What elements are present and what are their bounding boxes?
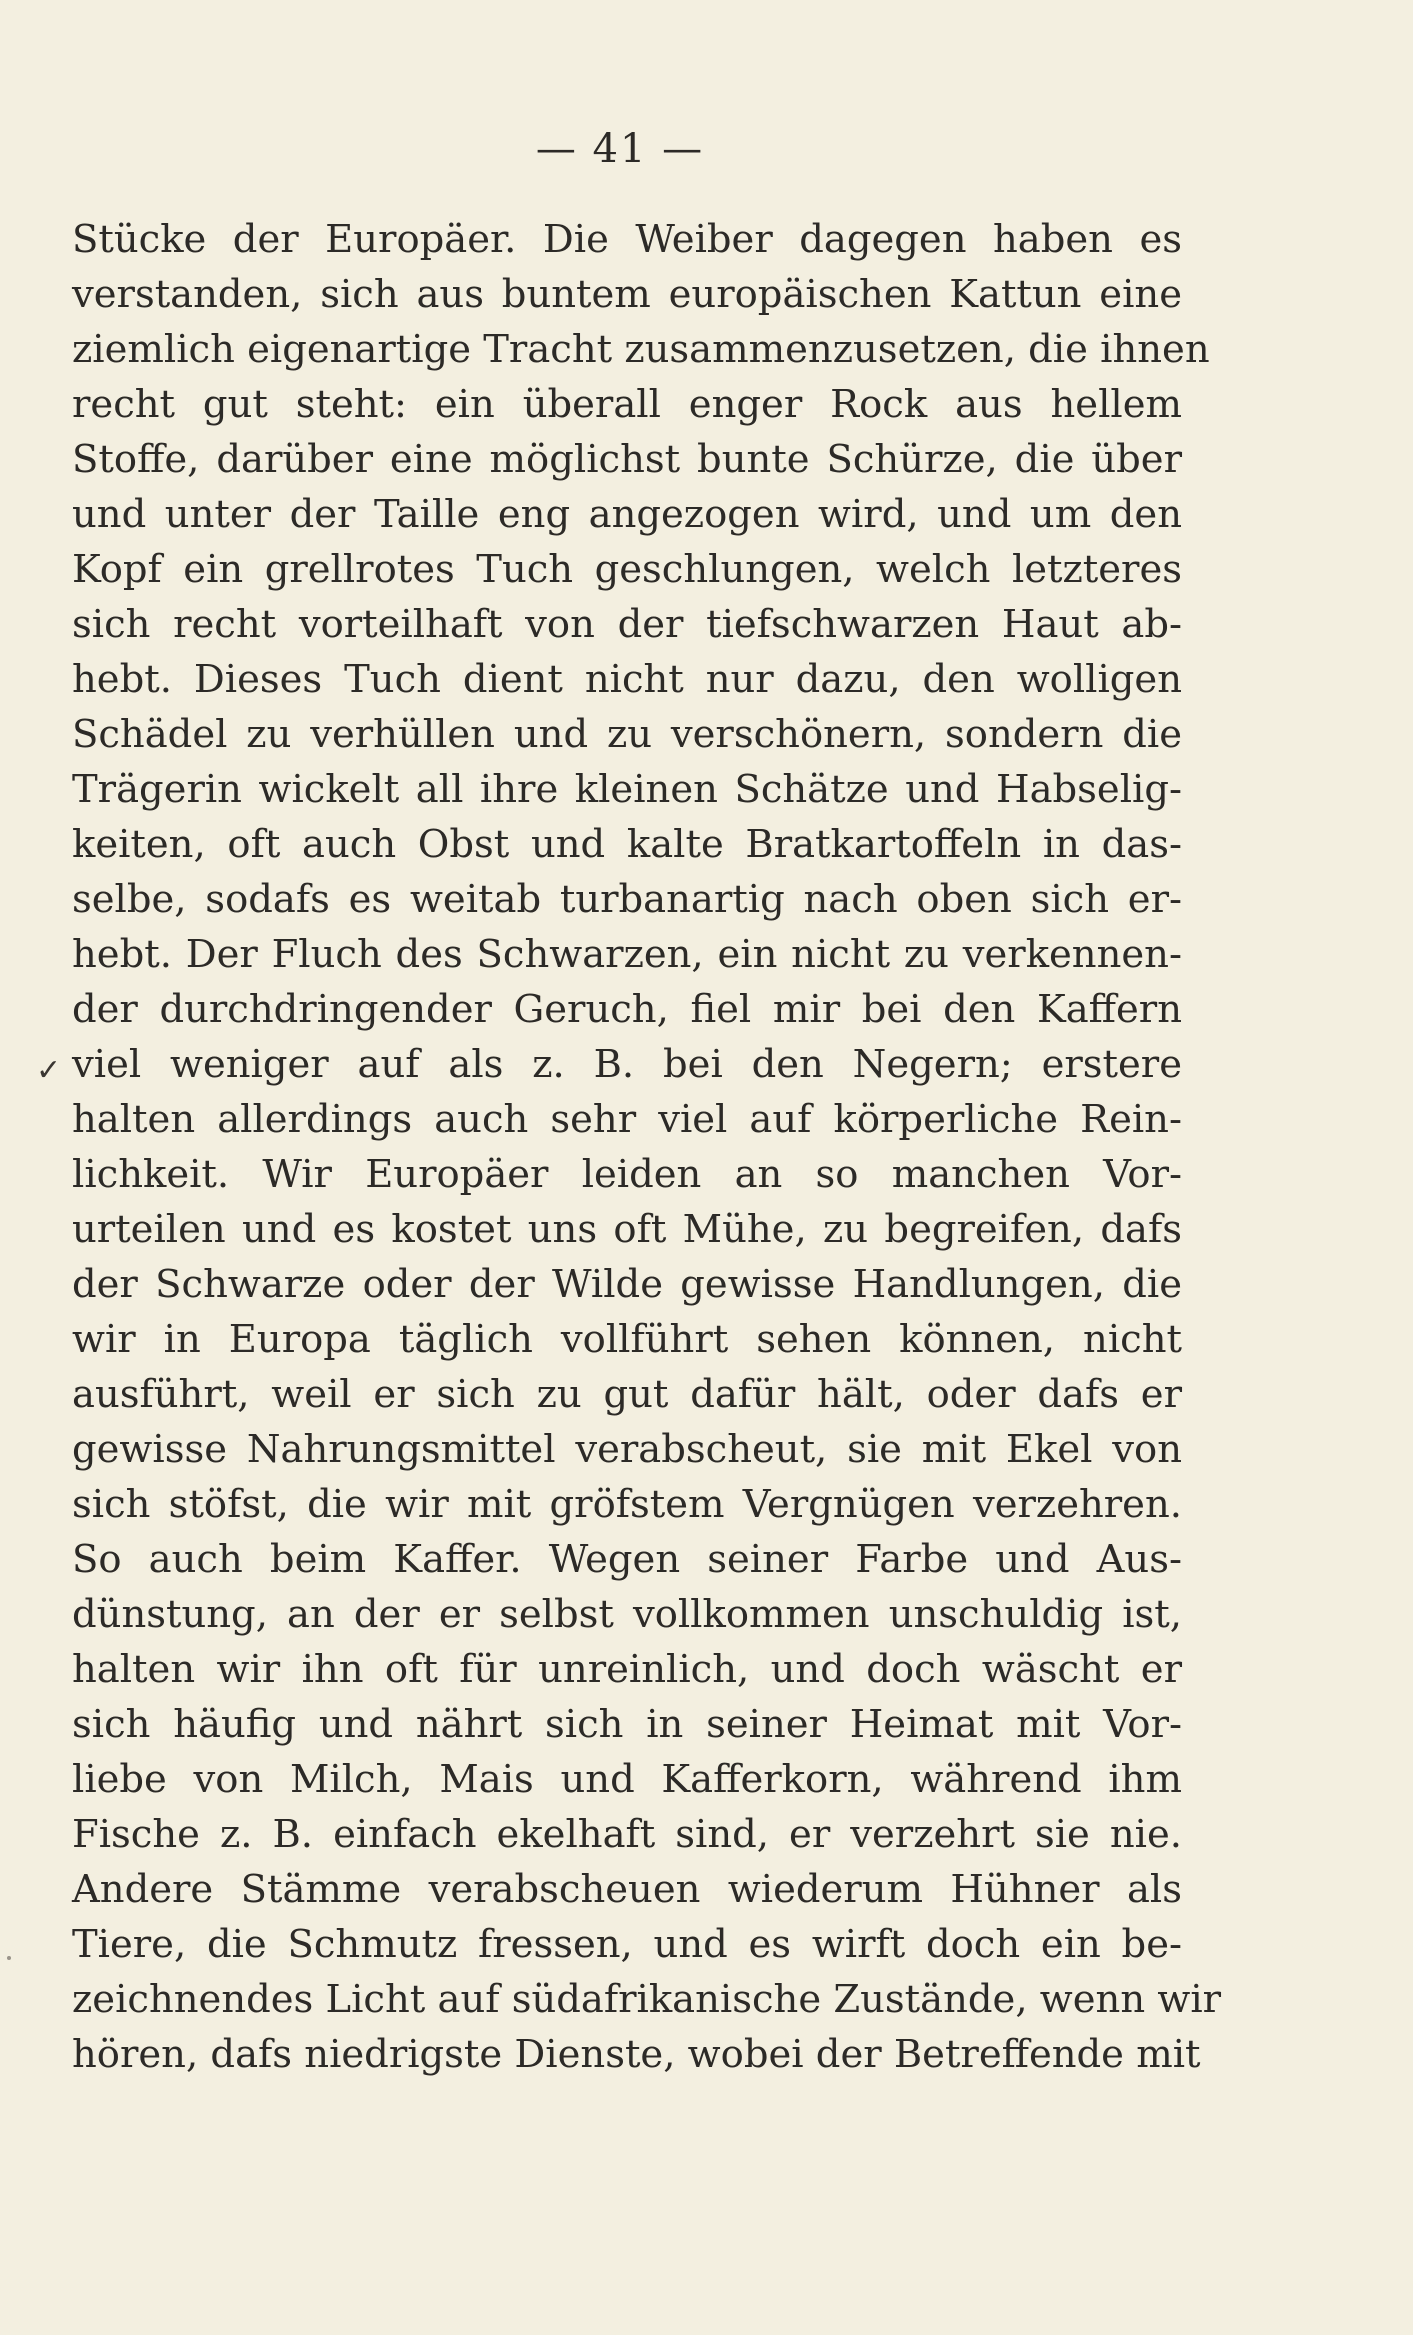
text-line: liebe von Milch, Mais und Kafferkorn, während ihm xyxy=(72,1757,1182,1802)
text-line: und unter der Taille eng angezogen wird, und um den xyxy=(72,492,1182,537)
text-line: selbe, sodafs es weitab turbanartig nach oben sich er- xyxy=(72,877,1182,922)
text-line: hören, dafs niedrigste Dienste, wobei der Betreffende mit xyxy=(72,2032,1201,2077)
text-line: Stoffe, darüber eine möglichst bunte Schürze, die über xyxy=(72,437,1182,482)
text-line: Fische z. B. einfach ekelhaft sind, er verzehrt sie nie. xyxy=(72,1812,1182,1857)
text-line: der Schwarze oder der Wilde gewisse Handlungen, die xyxy=(72,1262,1182,1307)
text-line: zeichnendes Licht auf südafrikanische Zustände, wenn wir xyxy=(72,1977,1222,2022)
page-number: — 41 — xyxy=(535,126,705,172)
text-line: hebt. Der Fluch des Schwarzen, ein nicht zu verkennen- xyxy=(72,932,1182,977)
text-line: viel weniger auf als z. B. bei den Negern; erstere xyxy=(72,1042,1182,1087)
text-line: gewisse Nahrungsmittel verabscheut, sie mit Ekel von xyxy=(72,1427,1182,1472)
text-line: Trägerin wickelt all ihre kleinen Schätze und Habselig- xyxy=(72,767,1182,812)
text-line: sich stöfst, die wir mit gröfstem Vergnügen verzehren. xyxy=(72,1482,1182,1527)
text-line: wir in Europa täglich vollführt sehen können, nicht xyxy=(72,1317,1182,1362)
text-line: keiten, oft auch Obst und kalte Bratkartoffeln in das- xyxy=(72,822,1182,867)
margin-check-mark: ✓ xyxy=(36,1053,62,1088)
text-line: Stücke der Europäer. Die Weiber dagegen haben es xyxy=(72,217,1182,262)
text-line: sich häufig und nährt sich in seiner Heimat mit Vor- xyxy=(72,1702,1182,1747)
body-text xyxy=(72,212,1222,2082)
text-line: recht gut steht: ein überall enger Rock aus hellem xyxy=(72,382,1182,427)
text-line: ausführt, weil er sich zu gut dafür hält, oder dafs er xyxy=(72,1372,1182,1417)
text-line: hebt. Dieses Tuch dient nicht nur dazu, den wolligen xyxy=(72,657,1182,702)
text-line: lichkeit. Wir Europäer leiden an so manchen Vor- xyxy=(72,1152,1182,1197)
stray-ink-dot xyxy=(7,1956,11,1960)
text-line: halten allerdings auch sehr viel auf körperliche Rein- xyxy=(72,1097,1182,1142)
text-line: Kopf ein grellrotes Tuch geschlungen, welch letzteres xyxy=(72,547,1182,592)
text-line: halten wir ihn oft für unreinlich, und doch wäscht er xyxy=(72,1647,1182,1692)
text-line: dünstung, an der er selbst vollkommen unschuldig ist, xyxy=(72,1592,1182,1637)
text-line: So auch beim Kaffer. Wegen seiner Farbe und Aus- xyxy=(72,1537,1182,1582)
text-line: der durchdringender Geruch, fiel mir bei den Kaffern xyxy=(72,987,1182,1032)
text-line: Andere Stämme verabscheuen wiederum Hühner als xyxy=(72,1867,1182,1912)
text-line: sich recht vorteilhaft von der tiefschwarzen Haut ab- xyxy=(72,602,1182,647)
text-line: Tiere, die Schmutz fressen, und es wirft doch ein be- xyxy=(72,1922,1182,1967)
text-line: urteilen und es kostet uns oft Mühe, zu begreifen, dafs xyxy=(72,1207,1182,1252)
text-line: verstanden, sich aus buntem europäischen Kattun eine xyxy=(72,272,1182,317)
text-line: Schädel zu verhüllen und zu verschönern, sondern die xyxy=(72,712,1182,757)
text-line: ziemlich eigenartige Tracht zusammenzusetzen, die ihnen xyxy=(72,327,1210,372)
